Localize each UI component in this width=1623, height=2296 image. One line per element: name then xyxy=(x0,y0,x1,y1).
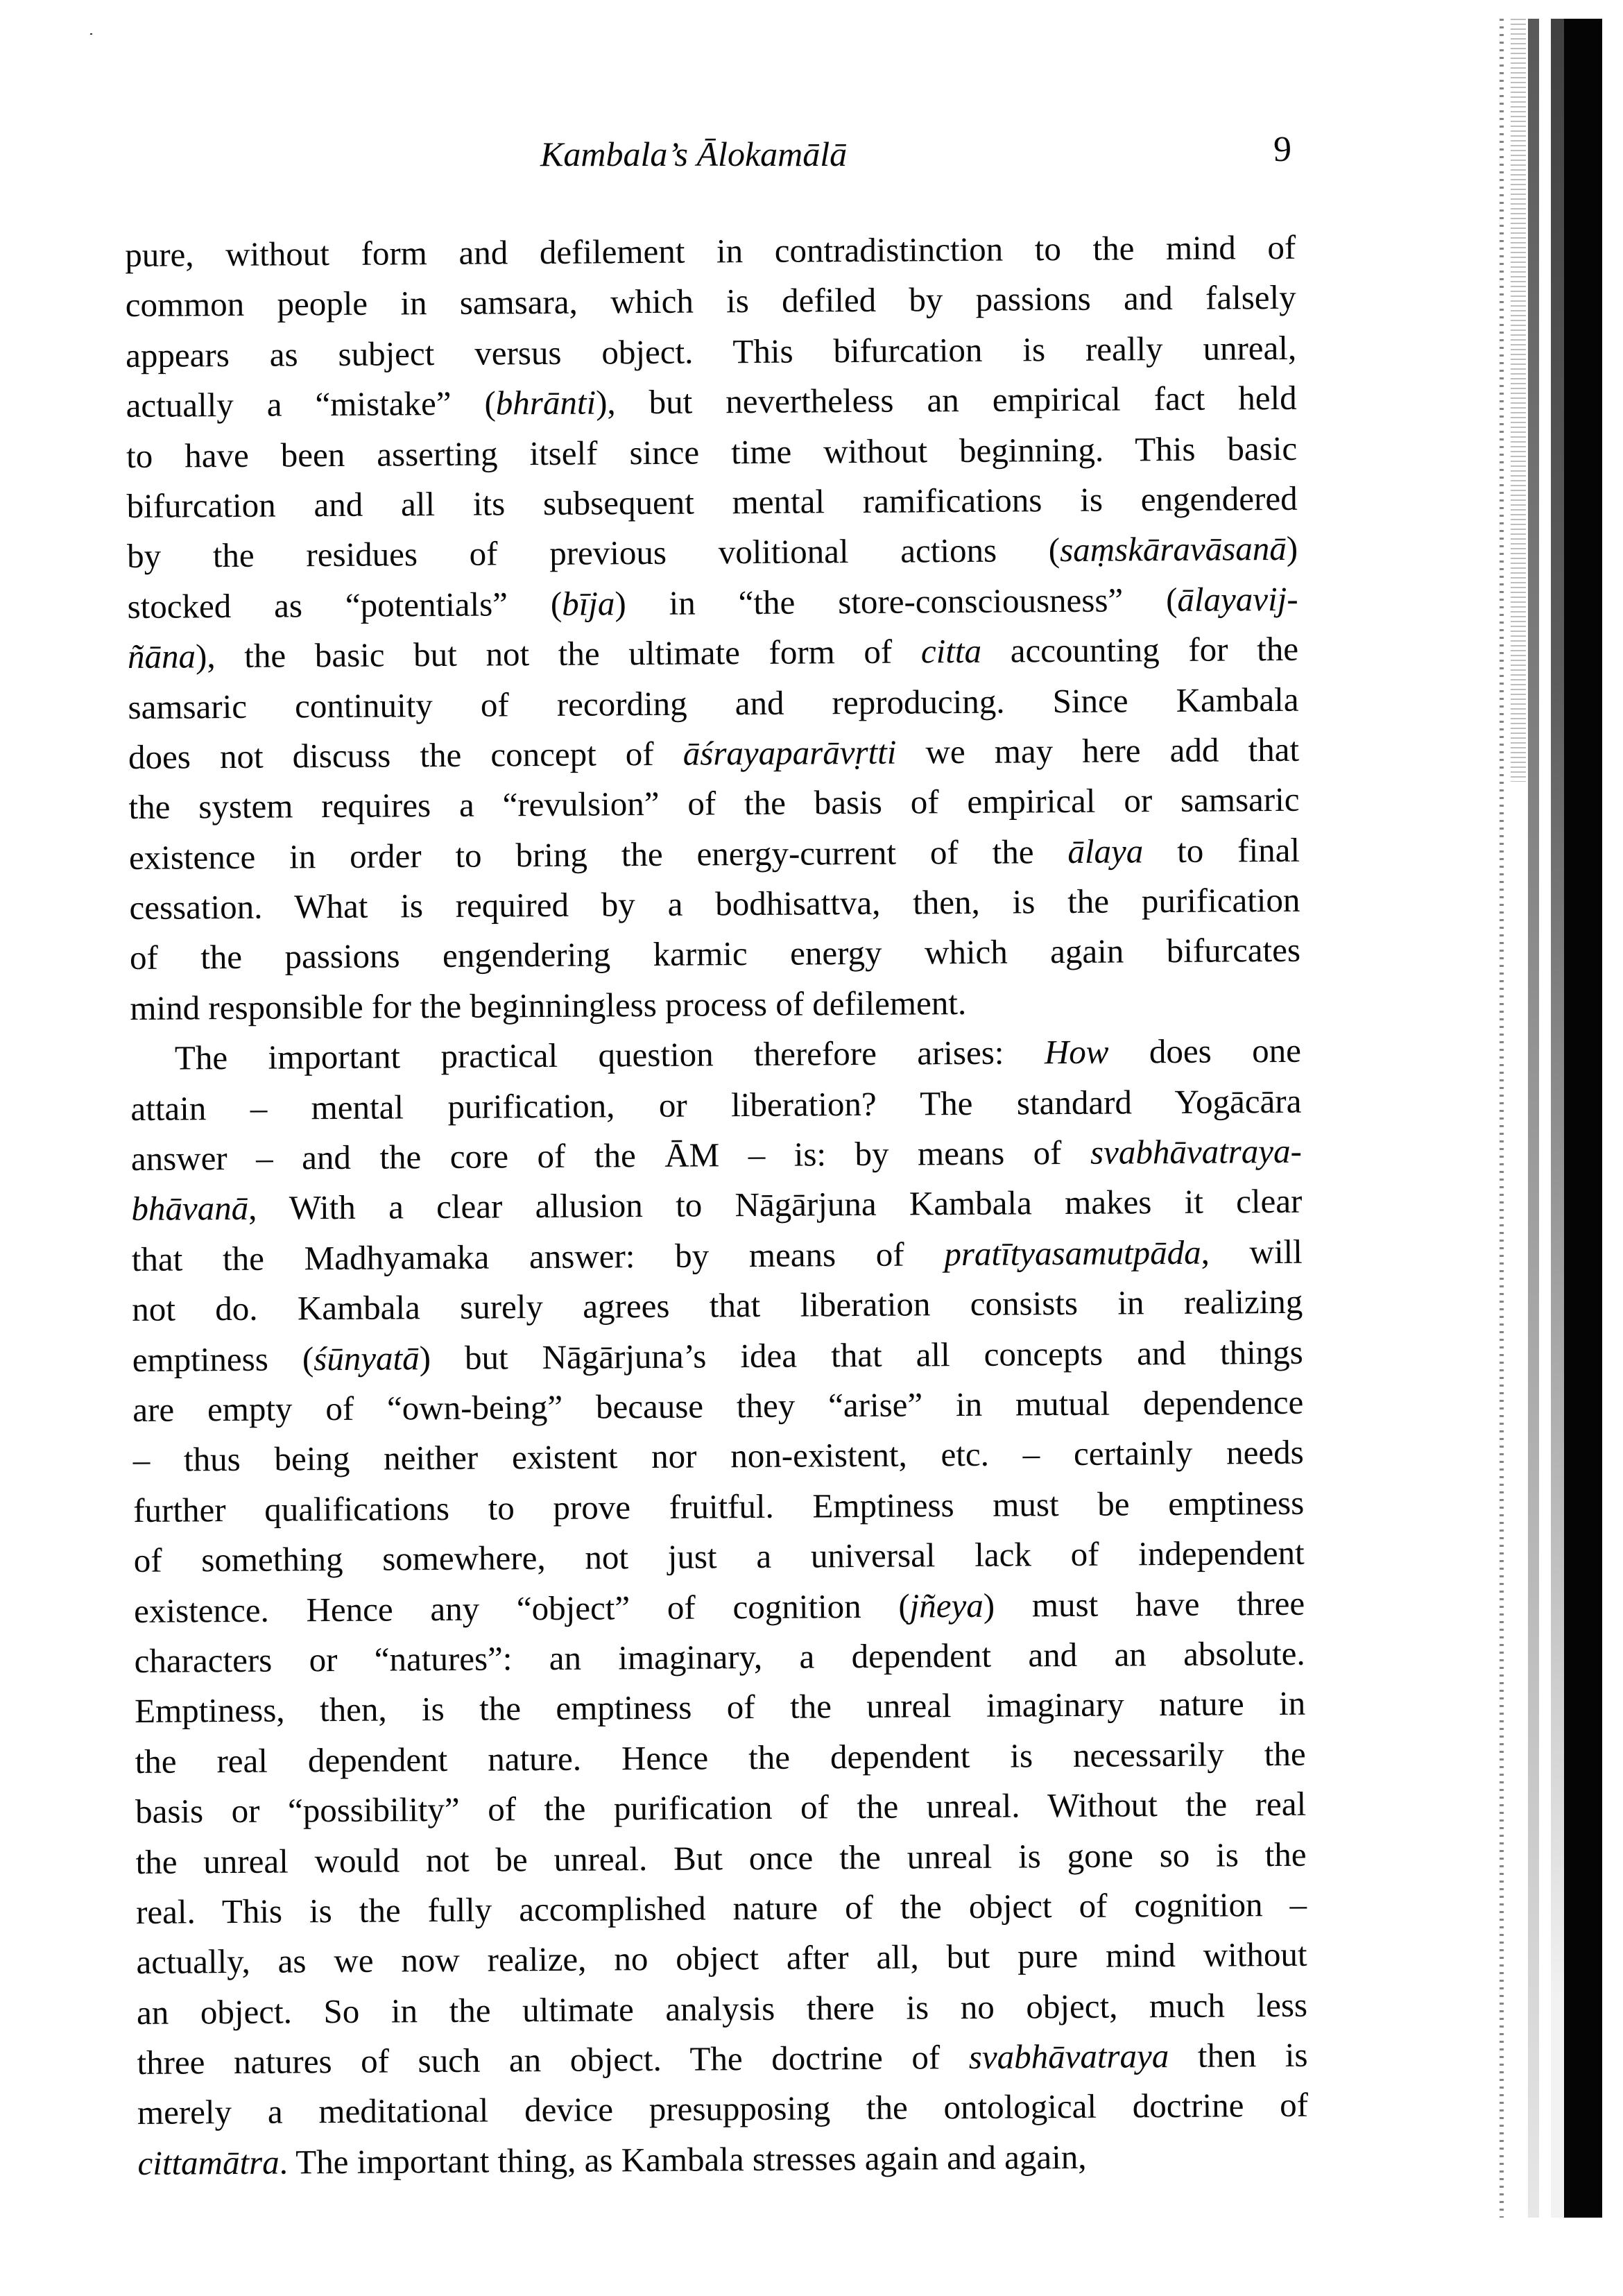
text-line xyxy=(137,2080,1308,2139)
text-line xyxy=(133,1428,1304,1486)
scan-speck xyxy=(90,33,92,35)
text-line xyxy=(130,976,1300,1034)
text-run: characters or “natures”: an imaginary, a dependent and an absolute. xyxy=(134,1634,1305,1680)
text-run: mind responsible for the beginningless process of defilement. xyxy=(130,983,967,1027)
running-head-title: Kambala’s Ālokamālā xyxy=(540,135,848,173)
text-run: actually, as we now realize, no object after all, but pure mind without xyxy=(136,1935,1307,1982)
text-line xyxy=(131,1126,1302,1185)
text-run: to have been asserting itself since time without beginning. This basic xyxy=(126,429,1298,475)
binding-shadow-stripe xyxy=(1528,19,1539,2218)
text-run: basis or “possibility” of the purification of the unreal. Without the real xyxy=(135,1784,1307,1831)
text-line xyxy=(130,1026,1301,1084)
text-line xyxy=(136,1930,1307,1988)
text-line xyxy=(129,825,1300,883)
text-run: an object. So in the ultimate analysis there is no object, much less xyxy=(136,1985,1308,2032)
paragraph xyxy=(130,1026,1309,2188)
italic-term: ālayavij- xyxy=(1177,579,1298,619)
text-run: actually a “mistake” ( xyxy=(126,384,496,425)
text-run: ) in “the store-consciousness” ( xyxy=(615,580,1178,623)
text-line xyxy=(134,1629,1305,1687)
text-run: does one xyxy=(1108,1031,1302,1071)
text-run: pure, without form and defilement in contradistinction to the mind of xyxy=(125,228,1296,274)
text-run: The important practical question therefore arises: xyxy=(174,1033,1045,1077)
text-run: we may here add that xyxy=(896,730,1300,771)
text-line xyxy=(136,1880,1307,1938)
italic-term: saṃskāravāsanā xyxy=(1059,529,1287,569)
text-run: three natures of such an object. The doctrine of xyxy=(137,2038,969,2082)
text-run: the system requires a “revulsion” of the basis of empirical or samsaric xyxy=(128,780,1300,827)
italic-term: bīja xyxy=(562,584,615,623)
text-run: bifurcation and all its subsequent mental ramifications is engendered xyxy=(126,479,1298,525)
text-run: stocked as “potentials” ( xyxy=(127,584,563,626)
text-line xyxy=(135,1779,1306,1837)
text-run: existence in order to bring the energy-current of the xyxy=(128,832,1068,877)
text-run: by the residues of previous volitional actions ( xyxy=(126,531,1060,576)
text-line xyxy=(126,323,1296,382)
text-line xyxy=(137,2030,1307,2089)
text-run: further qualifications to prove fruitful. Emptiness must be emptiness xyxy=(133,1483,1305,1530)
text-line xyxy=(126,423,1297,481)
text-line xyxy=(132,1327,1303,1385)
italic-term: citta xyxy=(920,631,982,671)
italic-term: ñāna xyxy=(127,637,196,676)
text-run: are empty of “own-being” because they “arise” in mutual dependence xyxy=(132,1382,1304,1429)
text-line xyxy=(127,524,1298,582)
text-run: , With a clear allusion to Nāgārjuna Kambala makes it clear xyxy=(248,1182,1303,1228)
text-line xyxy=(127,574,1298,633)
text-run: attain – mental purification, or liberation? The standard Yogācāra xyxy=(130,1081,1302,1128)
text-run: common people in samsara, which is defiled by passions and falsely xyxy=(125,278,1296,325)
text-run: merely a meditational device presupposing the ontological doctrine of xyxy=(137,2086,1309,2132)
body-text xyxy=(125,223,1309,2188)
italic-term: How xyxy=(1044,1032,1109,1072)
text-run: Emptiness, then, is the emptiness of the unreal imaginary nature in xyxy=(134,1684,1306,1731)
text-line xyxy=(130,1076,1301,1134)
text-line xyxy=(128,725,1299,783)
text-line xyxy=(133,1528,1304,1586)
text-run: ), the basic but not the ultimate form of xyxy=(195,632,922,676)
binding-shadow-noise xyxy=(1511,19,1526,782)
text-run: the unreal would not be unreal. But once the unreal is gone so is the xyxy=(135,1835,1307,1881)
text-line xyxy=(128,674,1298,733)
text-line xyxy=(137,2131,1308,2189)
italic-term: ālaya xyxy=(1067,831,1144,871)
italic-term: jñeya xyxy=(909,1586,984,1625)
text-run: of something somewhere, not just a universal lack of independent xyxy=(133,1533,1305,1580)
text-line xyxy=(131,1176,1302,1235)
italic-term: svabhāvatraya- xyxy=(1090,1131,1303,1172)
text-run: accounting for the xyxy=(981,629,1299,670)
text-run: to final xyxy=(1143,830,1300,870)
text-line xyxy=(125,223,1296,281)
text-run: samsaric continuity of recording and reproducing. Since Kambala xyxy=(128,680,1299,726)
text-run: ) must have three xyxy=(983,1584,1305,1625)
text-line xyxy=(128,624,1298,683)
text-line xyxy=(135,1829,1306,1887)
text-line xyxy=(135,1679,1305,1737)
binding-shadow-noise xyxy=(1500,19,1504,2218)
text-line xyxy=(132,1227,1303,1285)
text-line xyxy=(135,1729,1305,1787)
text-run: , will xyxy=(1201,1232,1303,1271)
text-run: real. This is the fully accomplished nature of the object of cognition – xyxy=(135,1885,1307,1931)
text-run: ) xyxy=(1286,529,1298,568)
text-line xyxy=(133,1478,1304,1536)
text-line xyxy=(126,474,1297,532)
text-run: emptiness ( xyxy=(132,1339,314,1379)
italic-term: bhrānti xyxy=(495,383,596,422)
text-run: that the Madhyamaka answer: by means of xyxy=(131,1235,945,1278)
italic-term: cittamātra xyxy=(137,2143,280,2182)
page-number: 9 xyxy=(1273,130,1291,169)
text-line xyxy=(132,1277,1303,1335)
italic-term: svabhāvatraya xyxy=(968,2037,1169,2077)
text-line xyxy=(129,875,1300,934)
paragraph xyxy=(125,223,1301,1034)
text-run: ) but Nāgārjuna’s idea that all concepts and things xyxy=(419,1333,1303,1377)
italic-term: śūnyatā xyxy=(313,1338,420,1378)
text-run: – thus being neither existent nor non-existent, etc. – certainly needs xyxy=(132,1433,1304,1480)
italic-term: pratītyasamutpāda xyxy=(944,1233,1201,1274)
text-run: appears as subject versus object. This bifurcation is really unreal, xyxy=(126,328,1297,375)
text-line xyxy=(128,775,1299,833)
text-run: of the passions engendering karmic energy which again bifurcates xyxy=(129,931,1301,977)
text-run: . The important thing, as Kambala stresses again and again, xyxy=(279,2137,1087,2182)
text-run: existence. Hence any “object” of cognition ( xyxy=(134,1586,910,1630)
text-line xyxy=(125,273,1296,331)
text-line xyxy=(132,1378,1303,1436)
binding-shadow xyxy=(1564,19,1602,2218)
text-line xyxy=(130,925,1300,984)
text-run: answer – and the core of the ĀM – is: by means of xyxy=(130,1133,1091,1179)
text-line xyxy=(137,1980,1307,2038)
text-run: ), but nevertheless an empirical fact held xyxy=(595,378,1297,422)
text-run: not do. Kambala surely agrees that liberation consists in realizing xyxy=(132,1282,1303,1329)
text-line xyxy=(134,1578,1305,1636)
text-run: does not discuss the concept of xyxy=(128,734,683,776)
text-run: the real dependent nature. Hence the dependent is necessarily the xyxy=(135,1734,1306,1781)
text-line xyxy=(126,373,1296,431)
text-run: cessation. What is required by a bodhisattva, then, is the purification xyxy=(129,880,1300,927)
italic-term: bhāvanā xyxy=(131,1189,249,1228)
text-run: then is xyxy=(1169,2035,1308,2075)
italic-term: āśrayaparāvṛtti xyxy=(682,733,897,773)
